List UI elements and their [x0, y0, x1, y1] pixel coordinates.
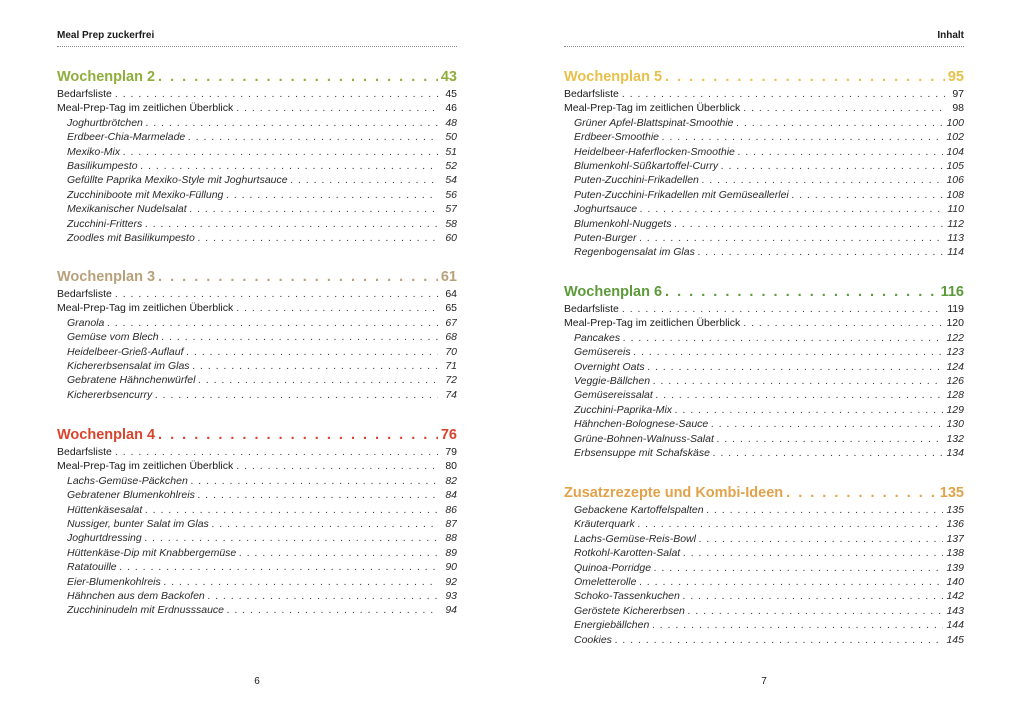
toc-recipe-entry-title: Pancakes	[574, 331, 621, 344]
toc-recipe-entry-page: 126	[946, 374, 964, 387]
dot-leader	[737, 116, 944, 130]
toc-recipe-entry-page: 123	[946, 346, 964, 359]
toc-recipe-entry-page: 134	[946, 446, 964, 459]
toc-recipe-entry-page: 56	[445, 188, 457, 201]
right-page	[564, 0, 964, 720]
dot-leader	[141, 159, 438, 173]
toc-recipe-entry[interactable]	[57, 159, 457, 173]
toc-subentry[interactable]	[57, 287, 457, 301]
toc-recipe-entry-title: Gemüse vom Blech	[67, 331, 159, 344]
toc-recipe-entry-page: 122	[946, 331, 964, 344]
toc-recipe-entry-page: 84	[445, 489, 457, 502]
dot-leader	[236, 459, 438, 473]
toc-recipe-entry-title: Blumenkohl-Süßkartoffel-Curry	[574, 159, 719, 172]
toc-recipe-entry-title: Grüner Apfel-Blattspinat-Smoothie	[574, 116, 734, 129]
toc-recipe-entry-title: Zucchininudeln mit Erdnusssauce	[67, 604, 224, 617]
section-heading-title: Wochenplan 2	[57, 69, 156, 85]
toc-recipe-entry-page: 58	[445, 217, 457, 230]
toc-recipe-entry-title: Ratatouille	[67, 561, 117, 574]
dot-leader	[188, 130, 438, 144]
dot-leader	[639, 575, 943, 589]
toc-recipe-entry-page: 50	[445, 131, 457, 144]
toc-recipe-entry-title: Hüttenkäse-Dip mit Knabbergemüse	[67, 546, 237, 559]
toc-subentry[interactable]	[564, 316, 964, 330]
toc-section	[57, 426, 457, 618]
toc-recipe-entry[interactable]	[564, 374, 964, 388]
toc-recipe-entry[interactable]	[57, 575, 457, 589]
dot-leader	[665, 68, 945, 86]
toc-recipe-entry-title: Quinoa-Porridge	[574, 561, 652, 574]
toc-recipe-entry[interactable]	[564, 331, 964, 345]
dot-leader	[639, 231, 944, 245]
toc-recipe-entry[interactable]	[564, 231, 964, 245]
toc-recipe-entry-title: Kichererbsensalat im Glas	[67, 359, 190, 372]
toc-recipe-entry[interactable]	[57, 560, 457, 574]
page-number-left: 6	[254, 676, 260, 687]
section-heading-title: Wochenplan 5	[564, 69, 663, 85]
toc-recipe-entry-title: Kräuterquark	[574, 518, 635, 531]
dot-leader	[738, 145, 944, 159]
toc-recipe-entry[interactable]	[57, 217, 457, 231]
toc-recipe-entry-page: 74	[445, 388, 457, 401]
toc-recipe-entry-page: 86	[445, 503, 457, 516]
dot-leader	[665, 283, 938, 301]
toc-recipe-entry[interactable]	[564, 202, 964, 216]
dot-leader	[226, 188, 438, 202]
toc-subentry-page: 98	[952, 102, 964, 115]
dot-leader	[652, 618, 943, 632]
section-heading[interactable]	[564, 484, 964, 502]
toc-recipe-entry[interactable]	[57, 359, 457, 373]
dot-leader	[198, 373, 438, 387]
toc-recipe-entry-title: Joghurtbrötchen	[67, 116, 143, 129]
toc-subentry-page: 79	[445, 446, 457, 458]
toc-recipe-entry-page: 132	[946, 432, 964, 445]
dot-leader	[743, 316, 943, 330]
toc-recipe-entry-title: Overnight Oats	[574, 360, 645, 373]
dot-leader	[653, 374, 943, 388]
dot-leader	[145, 531, 438, 545]
toc-recipe-entry[interactable]	[564, 503, 964, 517]
left-page	[57, 0, 457, 720]
toc-subentry[interactable]	[57, 87, 457, 101]
section-heading-page: 61	[440, 269, 457, 285]
dot-leader	[675, 403, 943, 417]
dot-leader	[198, 231, 438, 245]
toc-subentry[interactable]	[57, 101, 457, 115]
toc-recipe-entry-page: 72	[445, 374, 457, 387]
running-head-right: Inhalt	[564, 30, 964, 47]
toc-recipe-entry[interactable]	[57, 231, 457, 245]
toc-recipe-entry-page: 57	[445, 203, 457, 216]
toc-subentry[interactable]	[57, 445, 457, 459]
toc-recipe-entry-title: Veggie-Bällchen	[574, 374, 651, 387]
toc-recipe-entry-page: 129	[946, 403, 964, 416]
toc-recipe-entry[interactable]	[564, 432, 964, 446]
dot-leader	[158, 426, 438, 444]
toc-recipe-entry[interactable]	[57, 330, 457, 344]
section-heading[interactable]	[57, 68, 457, 86]
toc-recipe-entry[interactable]	[57, 546, 457, 560]
dot-leader	[654, 561, 943, 575]
toc-subentry-title: Bedarfsliste	[564, 88, 619, 100]
section-heading-page: 76	[440, 427, 457, 443]
toc-recipe-entry-title: Gemüsereis	[574, 346, 631, 359]
toc-recipe-entry-title: Blumenkohl-Nuggets	[574, 217, 672, 230]
toc-recipe-entry[interactable]	[564, 589, 964, 603]
toc-recipe-entry-page: 130	[946, 418, 964, 431]
toc-recipe-entry[interactable]	[564, 345, 964, 359]
dot-leader	[786, 484, 937, 502]
toc-recipe-entry-page: 128	[946, 389, 964, 402]
dot-leader	[236, 301, 438, 315]
toc-recipe-entry[interactable]	[564, 633, 964, 647]
section-heading[interactable]	[564, 68, 964, 86]
toc-subentry-title: Meal-Prep-Tag im zeitlichen Überblick	[564, 102, 741, 115]
dot-leader	[146, 116, 438, 130]
toc-recipe-entry[interactable]	[57, 488, 457, 502]
toc-recipe-entry-title: Zoodles mit Basilikumpesto	[67, 231, 195, 244]
dot-leader	[158, 68, 438, 86]
toc-recipe-entry[interactable]	[57, 373, 457, 387]
dot-leader	[123, 145, 438, 159]
dot-leader	[717, 432, 944, 446]
dot-leader	[198, 488, 438, 502]
toc-recipe-entry-page: 135	[946, 504, 964, 516]
toc-recipe-entry[interactable]	[564, 417, 964, 431]
toc-recipe-entry-title: Hähnchen aus dem Backofen	[67, 589, 205, 602]
dot-leader	[208, 589, 438, 603]
dot-leader	[688, 604, 944, 618]
dot-leader	[162, 330, 438, 344]
dot-leader	[711, 417, 943, 431]
toc-recipe-entry[interactable]	[564, 618, 964, 632]
dot-leader	[193, 359, 438, 373]
toc-subentry[interactable]	[564, 302, 964, 316]
dot-leader	[702, 173, 944, 187]
toc-subentry-title: Bedarfsliste	[57, 288, 112, 300]
dot-leader	[145, 503, 438, 517]
toc-recipe-entry-title: Heidelbeer-Haferflocken-Smoothie	[574, 145, 735, 158]
section-heading-page: 135	[939, 485, 964, 501]
toc-recipe-entry-title: Eier-Blumenkohlreis	[67, 575, 161, 588]
dot-leader	[227, 603, 438, 617]
toc-recipe-entry-page: 137	[946, 532, 964, 545]
toc-recipe-entry-title: Puten-Zucchini-Frikadellen mit Gemüseallerlei	[574, 188, 789, 201]
toc-recipe-entry[interactable]	[57, 345, 457, 359]
toc-recipe-entry[interactable]	[57, 316, 457, 330]
toc-subentry-page: 97	[952, 88, 964, 100]
toc-recipe-entry-title: Erdbeer-Chia-Marmelade	[67, 131, 186, 144]
toc-section	[57, 68, 457, 245]
toc-recipe-entry-page: 105	[946, 159, 964, 172]
dot-leader	[158, 268, 438, 286]
toc-recipe-entry[interactable]	[564, 403, 964, 417]
toc-recipe-entry-title: Omeletterolle	[574, 575, 637, 588]
toc-recipe-entry-title: Lachs-Gemüse-Reis-Bowl	[574, 532, 696, 545]
toc-recipe-entry-title: Granola	[67, 316, 105, 329]
toc-recipe-entry-title: Joghurtsauce	[574, 203, 638, 216]
toc-recipe-entry-page: 67	[445, 316, 457, 329]
toc-recipe-entry-page: 104	[946, 145, 964, 158]
toc-recipe-entry[interactable]	[564, 145, 964, 159]
toc-recipe-entry-title: Heidelbeer-Grieß-Auflauf	[67, 345, 184, 358]
dot-leader	[291, 173, 438, 187]
toc-recipe-entry-page: 143	[946, 604, 964, 617]
toc-recipe-entry[interactable]	[57, 589, 457, 603]
toc-section	[57, 268, 457, 402]
dot-leader	[191, 474, 438, 488]
toc-subentry-page: 65	[445, 302, 457, 315]
toc-recipe-entry[interactable]	[564, 546, 964, 560]
toc-recipe-entry[interactable]	[57, 603, 457, 617]
toc-recipe-entry-title: Joghurtdressing	[67, 532, 142, 545]
toc-recipe-entry-title: Geröstete Kichererbsen	[574, 604, 685, 617]
toc-recipe-entry-title: Nussiger, bunter Salat im Glas	[67, 517, 209, 530]
toc-recipe-entry-title: Regenbogensalat im Glas	[574, 246, 695, 259]
dot-leader	[115, 445, 438, 459]
toc-recipe-entry[interactable]	[564, 517, 964, 531]
toc-recipe-entry-page: 71	[445, 359, 457, 372]
dot-leader	[640, 202, 944, 216]
toc-recipe-entry-page: 82	[445, 474, 457, 487]
toc-subentry-title: Bedarfsliste	[564, 303, 619, 315]
toc-recipe-entry[interactable]	[564, 116, 964, 130]
toc-recipe-entry[interactable]	[564, 159, 964, 173]
toc-recipe-entry-title: Lachs-Gemüse-Päckchen	[67, 474, 188, 487]
toc-recipe-entry-page: 68	[445, 331, 457, 344]
toc-recipe-entry[interactable]	[57, 173, 457, 187]
dot-leader	[638, 517, 944, 531]
toc-subentry-title: Meal-Prep-Tag im zeitlichen Überblick	[57, 460, 234, 473]
toc-recipe-entry[interactable]	[57, 202, 457, 216]
toc-recipe-entry-title: Erbsensuppe mit Schafskäse	[574, 446, 710, 459]
dot-leader	[674, 217, 944, 231]
toc-recipe-entry[interactable]	[564, 130, 964, 144]
toc-recipe-entry-page: 140	[946, 575, 964, 588]
toc-recipe-entry[interactable]	[564, 360, 964, 374]
toc-recipe-entry-page: 52	[445, 159, 457, 172]
dot-leader	[683, 546, 943, 560]
toc-subentry-page: 64	[445, 288, 457, 300]
toc-recipe-entry-title: Puten-Burger	[574, 231, 637, 244]
dot-leader	[145, 217, 438, 231]
toc-recipe-entry-page: 70	[445, 345, 457, 358]
toc-subentry-page: 45	[445, 88, 457, 100]
dot-leader	[164, 575, 438, 589]
toc-subentry[interactable]	[57, 459, 457, 473]
toc-recipe-entry-page: 51	[445, 145, 457, 158]
dot-leader	[743, 101, 945, 115]
toc-recipe-entry-title: Kichererbsencurry	[67, 388, 153, 401]
dot-leader	[212, 517, 438, 531]
toc-recipe-entry[interactable]	[564, 604, 964, 618]
toc-subentry-page: 46	[445, 102, 457, 115]
toc-recipe-entry[interactable]	[564, 217, 964, 231]
toc-recipe-entry-page: 87	[445, 517, 457, 530]
page-number-right: 7	[761, 676, 767, 687]
toc-recipe-entry[interactable]	[564, 188, 964, 202]
toc-recipe-entry-title: Cookies	[574, 633, 612, 646]
toc-recipe-entry-title: Grüne-Bohnen-Walnuss-Salat	[574, 432, 714, 445]
toc-recipe-entry-title: Rotkohl-Karotten-Salat	[574, 547, 681, 560]
dot-leader	[239, 546, 438, 560]
section-heading-page: 43	[440, 69, 457, 85]
toc-recipe-entry[interactable]	[564, 561, 964, 575]
toc-recipe-entry-page: 112	[947, 217, 964, 230]
toc-recipe-entry-title: Zucchini-Fritters	[67, 217, 143, 230]
toc-recipe-entry-page: 110	[947, 203, 964, 216]
section-heading-title: Wochenplan 4	[57, 427, 156, 443]
dot-leader	[107, 316, 438, 330]
section-heading-title: Wochenplan 6	[564, 284, 663, 300]
dot-leader	[707, 503, 944, 517]
toc-recipe-entry-page: 139	[946, 561, 964, 574]
toc-subentry[interactable]	[564, 87, 964, 101]
toc-recipe-entry[interactable]	[57, 388, 457, 402]
toc-recipe-entry[interactable]	[57, 531, 457, 545]
dot-leader	[190, 202, 438, 216]
toc-recipe-entry-page: 100	[946, 116, 964, 129]
toc-recipe-entry-title: Zucchiniboote mit Mexiko-Füllung	[67, 188, 224, 201]
toc-subentry-title: Meal-Prep-Tag im zeitlichen Überblick	[564, 317, 741, 330]
toc-subentry-title: Meal-Prep-Tag im zeitlichen Überblick	[57, 102, 234, 115]
toc-recipe-entry[interactable]	[564, 173, 964, 187]
toc-recipe-entry-title: Puten-Zucchini-Frikadellen	[574, 174, 699, 187]
toc-recipe-entry-page: 92	[445, 575, 457, 588]
toc-section	[564, 283, 964, 460]
toc-section	[564, 68, 964, 260]
toc-subentry-title: Bedarfsliste	[57, 446, 112, 458]
toc-recipe-entry[interactable]	[564, 446, 964, 460]
toc-recipe-entry-page: 106	[946, 174, 964, 187]
toc-recipe-entry[interactable]	[57, 517, 457, 531]
toc-recipe-entry-page: 138	[946, 547, 964, 560]
toc-subentry-title: Bedarfsliste	[57, 88, 112, 100]
toc-recipe-entry[interactable]	[564, 575, 964, 589]
toc-subentry-page: 120	[946, 317, 964, 330]
dot-leader	[120, 560, 438, 574]
dot-leader	[721, 159, 943, 173]
toc-recipe-entry-page: 113	[947, 231, 964, 244]
toc-recipe-entry[interactable]	[57, 503, 457, 517]
toc-recipe-entry-title: Gefüllte Paprika Mexiko-Style mit Joghurtsauce	[67, 174, 288, 187]
toc-recipe-entry[interactable]	[57, 130, 457, 144]
toc-subentry[interactable]	[564, 101, 964, 115]
dot-leader	[648, 360, 944, 374]
section-heading-title: Wochenplan 3	[57, 269, 156, 285]
dot-leader	[115, 287, 438, 301]
toc-recipe-entry-page: 88	[445, 532, 457, 545]
dot-leader	[622, 302, 944, 316]
toc-recipe-entry[interactable]	[564, 388, 964, 402]
dot-leader	[698, 245, 944, 259]
toc-recipe-entry-title: Mexiko-Mix	[67, 145, 121, 158]
toc-recipe-entry[interactable]	[57, 188, 457, 202]
toc-recipe-entry-page: 124	[946, 360, 964, 373]
toc-recipe-entry-page: 108	[946, 188, 964, 201]
toc-subentry[interactable]	[57, 301, 457, 315]
toc-recipe-entry-title: Schoko-Tassenkuchen	[574, 590, 680, 603]
toc-recipe-entry-title: Energiebällchen	[574, 619, 650, 632]
toc-recipe-entry-title: Gebratene Hähnchenwürfel	[67, 374, 196, 387]
toc-recipe-entry[interactable]	[57, 145, 457, 159]
toc-recipe-entry-page: 102	[946, 131, 964, 144]
toc-recipe-entry-title: Gebratener Blumenkohlreis	[67, 489, 195, 502]
toc-recipe-entry[interactable]	[57, 116, 457, 130]
dot-leader	[623, 331, 943, 345]
toc-section	[564, 484, 964, 647]
toc-recipe-entry-title: Zucchini-Paprika-Mix	[574, 403, 673, 416]
dot-leader	[187, 345, 438, 359]
dot-leader	[713, 446, 943, 460]
toc-recipe-entry-page: 145	[946, 633, 964, 646]
section-heading-title: Zusatzrezepte und Kombi-Ideen	[564, 485, 784, 501]
dot-leader	[662, 130, 943, 144]
toc-recipe-entry-title: Gebackene Kartoffelspalten	[574, 504, 704, 516]
toc-recipe-entry-page: 94	[445, 604, 457, 617]
toc-recipe-entry-page: 136	[946, 518, 964, 531]
toc-recipe-entry-title: Gemüsereissalat	[574, 389, 653, 402]
dot-leader	[792, 188, 944, 202]
toc-recipe-entry[interactable]	[564, 245, 964, 259]
toc-recipe-entry[interactable]	[57, 474, 457, 488]
toc-recipe-entry-title: Erdbeer-Smoothie	[574, 131, 660, 144]
dot-leader	[634, 345, 944, 359]
toc-recipe-entry-page: 142	[946, 590, 964, 603]
toc-subentry-title: Meal-Prep-Tag im zeitlichen Überblick	[57, 302, 234, 315]
dot-leader	[115, 87, 438, 101]
dot-leader	[699, 532, 944, 546]
toc-recipe-entry-page: 93	[445, 589, 457, 602]
dot-leader	[622, 87, 945, 101]
toc-subentry-page: 80	[445, 460, 457, 473]
toc-recipe-entry-title: Hähnchen-Bolognese-Sauce	[574, 418, 709, 431]
dot-leader	[155, 388, 438, 402]
toc-recipe-entry-title: Basilikumpesto	[67, 159, 138, 172]
section-heading-page: 116	[940, 284, 964, 300]
toc-recipe-entry-page: 48	[445, 116, 457, 129]
section-heading[interactable]	[57, 268, 457, 286]
section-heading[interactable]	[57, 426, 457, 444]
dot-leader	[683, 589, 944, 603]
toc-recipe-entry-page: 89	[445, 546, 457, 559]
section-heading-page: 95	[947, 69, 964, 85]
toc-recipe-entry-page: 60	[445, 231, 457, 244]
dot-leader	[615, 633, 944, 647]
toc-recipe-entry-page: 114	[947, 246, 964, 259]
dot-leader	[656, 388, 944, 402]
toc-recipe-entry-page: 90	[445, 561, 457, 574]
running-head-left: Meal Prep zuckerfrei	[57, 30, 457, 47]
section-heading[interactable]	[564, 283, 964, 301]
toc-recipe-entry[interactable]	[564, 532, 964, 546]
toc-recipe-entry-page: 54	[445, 174, 457, 187]
toc-recipe-entry-title: Hüttenkäsesalat	[67, 503, 143, 516]
toc-recipe-entry-title: Mexikanischer Nudelsalat	[67, 203, 187, 216]
dot-leader	[236, 101, 438, 115]
toc-recipe-entry-page: 144	[946, 619, 964, 632]
toc-subentry-page: 119	[947, 303, 964, 315]
